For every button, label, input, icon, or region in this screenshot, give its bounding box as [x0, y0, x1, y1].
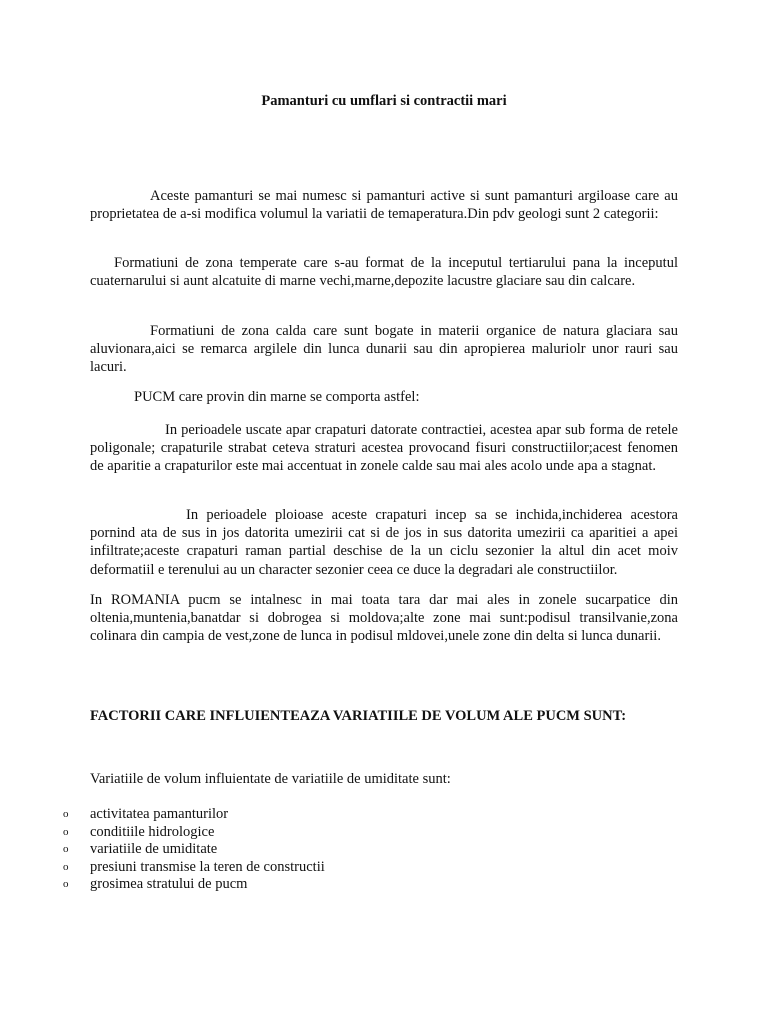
paragraph-pucm-behavior: PUCM care provin din marne se comporta astfel:: [134, 389, 420, 405]
bullet-circle-icon: o: [63, 808, 69, 820]
list-intro: Variatiile de volum influientate de variatiile de umiditate sunt:: [90, 771, 451, 787]
list-item-text: variatiile de umiditate: [90, 841, 218, 857]
paragraph-rainy-periods: In perioadele ploioase aceste crapaturi incep sa se inchida,inchiderea acestora pornind ata de sus in jos datorita umezirii cat si de jos in sus datorita umezirii ca aparitiei a apei infiltrate;aceste crapaturi raman partial deschise de la un ciclu sezonier la altul din acet moiv deformatiil e terenului au un character sezonier ceea ce duce la degradari ale constructiilor.: [90, 507, 678, 578]
paragraph-warm-zone: Formatiuni de zona calda care sunt bogate in materii organice de natura glaciara sau aluvionara,aici se remarca argilele din lunca dunarii sau din apropierea maluriolr unor rauri sau lacuri.: [90, 323, 678, 376]
paragraph-romania: In ROMANIA pucm se intalnesc in mai toata tara dar mai ales in zonele sucarpatice din oltenia,muntenia,banatdar si dobrogea si moldova;alte zone mai sunt:podisul transilvanie,zona colinara din campia de vest,zone de lunca in podisul mldovei,unele zone din delta si lunca dunarii.: [90, 592, 678, 645]
list-item-text: activitatea pamanturilor: [90, 806, 229, 822]
list-item-text: presiuni transmise la teren de constructii: [90, 858, 325, 875]
paragraph-intro: Aceste pamanturi se mai numesc si pamanturi active si sunt pamanturi argiloase care au proprietatea de a-si modifica volumul la variatii de temaperatura.Din pdv geologi sunt 2 categorii:: [90, 188, 678, 223]
bullet-circle-icon: o: [63, 878, 69, 890]
bullet-circle-icon: o: [63, 843, 69, 855]
list-item-text: conditiile hidrologice: [90, 823, 215, 840]
bullet-circle-icon: o: [63, 825, 69, 838]
paragraph-dry-periods: In perioadele uscate apar crapaturi datorate contractiei, acestea apar sub forma de retele poligonale; crapaturile strabat ceteva straturi acestea provocand fisuri constructiilor;acest fenomen de aparitie a crapaturilor este mai accentuat in zonele calde sau mai ales acolo unde apa a stagnat.: [90, 422, 678, 475]
bullet-circle-icon: o: [63, 860, 69, 873]
paragraph-temperate-zone: Formatiuni de zona temperate care s-au format de la inceputul tertiarului pana la inceputul cuaternarului si aunt alcatuite di marne vechi,marne,depozite lacustre glaciare sau din calcare.: [90, 255, 678, 290]
document-title: Pamanturi cu umflari si contractii mari: [261, 93, 507, 109]
list-item-text: grosimea stratului de pucm: [90, 876, 248, 892]
section-heading: FACTORII CARE INFLUIENTEAZA VARIATIILE DE VOLUM ALE PUCM SUNT:: [90, 708, 627, 724]
